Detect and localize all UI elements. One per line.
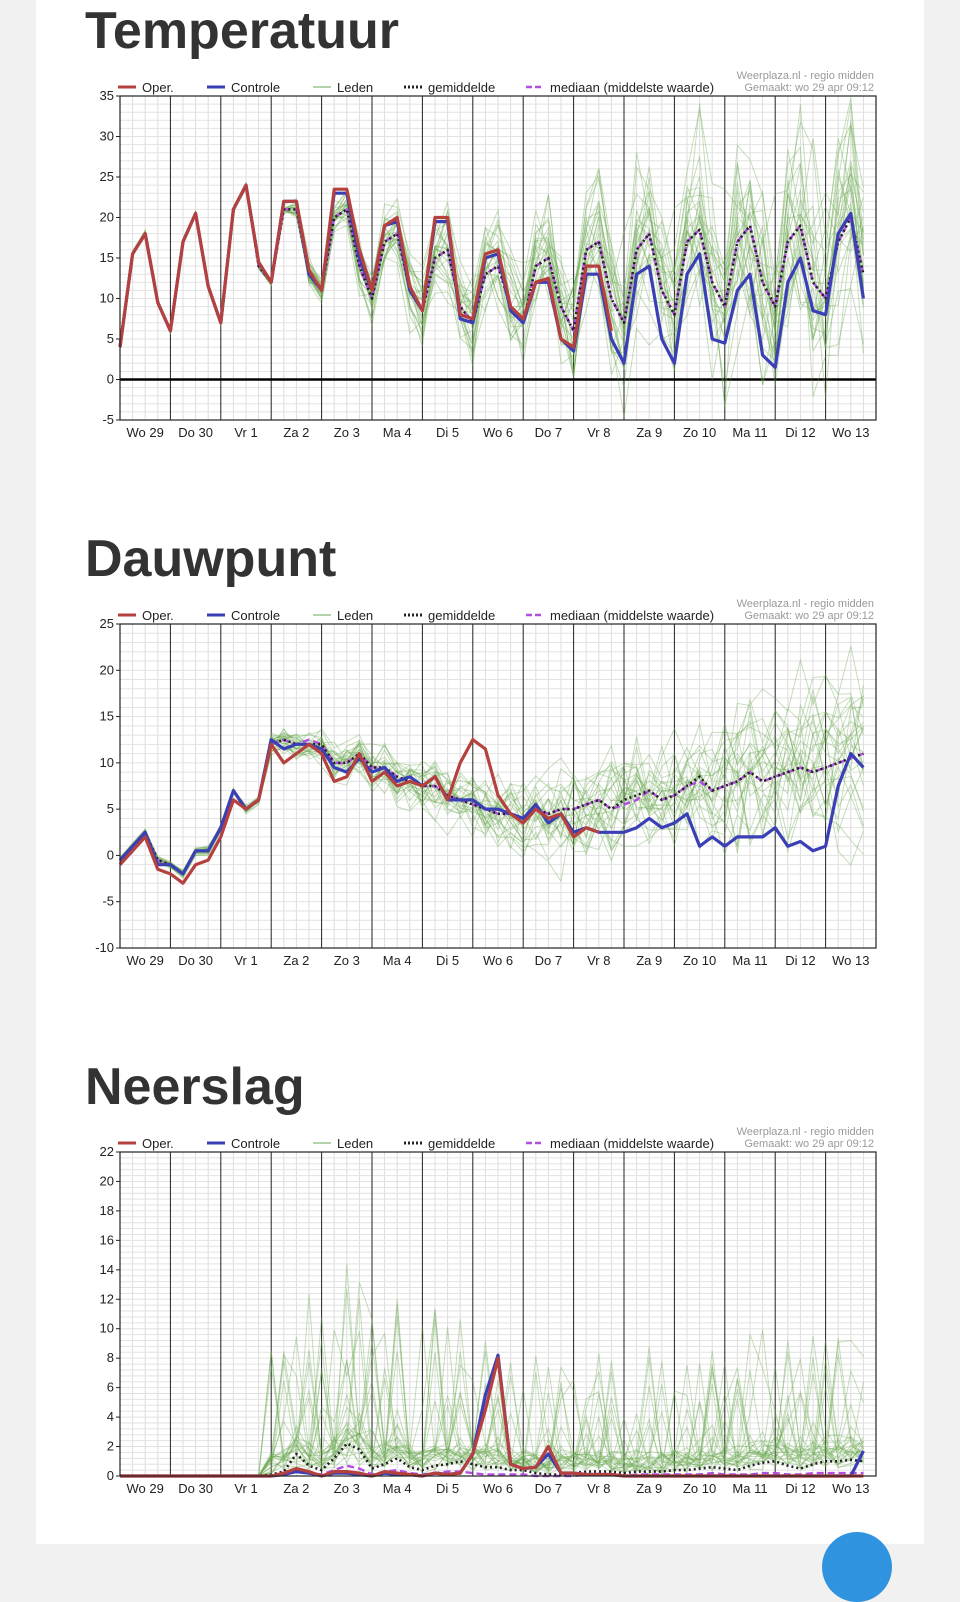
x-tick-label: Wo 13 bbox=[832, 953, 870, 968]
x-tick-label: Za 2 bbox=[283, 953, 310, 968]
y-tick-label: 15 bbox=[99, 250, 114, 265]
y-tick-label: 4 bbox=[106, 1409, 114, 1425]
legend-label-mediaan: mediaan (middelste waarde) bbox=[550, 80, 715, 95]
x-tick-label: Zo 10 bbox=[682, 1481, 717, 1496]
x-tick-label: Do 7 bbox=[534, 425, 563, 440]
x-tick-label: Di 12 bbox=[785, 1481, 816, 1496]
y-tick-label: 2 bbox=[106, 1438, 114, 1454]
x-tick-label: Do 30 bbox=[178, 1481, 213, 1496]
y-tick-label: 15 bbox=[99, 708, 114, 724]
y-tick-label: -10 bbox=[95, 940, 114, 955]
x-tick-label: Di 5 bbox=[436, 1481, 460, 1496]
y-tick-label: 5 bbox=[106, 331, 114, 346]
y-tick-label: -5 bbox=[102, 412, 114, 427]
y-tick-label: 0 bbox=[106, 1468, 114, 1483]
y-tick-label: 10 bbox=[99, 754, 114, 770]
legend-label-oper: Oper. bbox=[142, 80, 174, 95]
x-tick-label: Zo 3 bbox=[333, 1481, 360, 1496]
y-tick-label: 0 bbox=[106, 847, 114, 863]
chart-dauwpunt bbox=[0, 594, 960, 978]
legend-label-mediaan: mediaan (middelste waarde) bbox=[550, 1136, 715, 1151]
x-tick-label: Do 30 bbox=[178, 425, 213, 440]
legend-label-oper: Oper. bbox=[142, 608, 174, 623]
title-temperatuur: Temperatuur bbox=[85, 2, 399, 60]
legend-label-mediaan: mediaan (middelste waarde) bbox=[550, 608, 715, 623]
x-tick-label: Wo 6 bbox=[482, 1481, 514, 1496]
y-tick-label: 0 bbox=[106, 371, 114, 387]
x-tick-label: Vr 8 bbox=[587, 953, 611, 968]
legend-label-leden: Leden bbox=[337, 608, 374, 623]
y-tick-label: 30 bbox=[99, 128, 114, 144]
x-tick-label: Vr 1 bbox=[234, 953, 258, 968]
y-tick-label: 20 bbox=[99, 662, 114, 678]
y-tick-label: -5 bbox=[102, 893, 114, 909]
credit-source: Weerplaza.nl - regio midden bbox=[736, 70, 874, 82]
credit-timestamp: Gemaakt: wo 29 apr 09:12 bbox=[744, 610, 874, 622]
x-tick-label: Za 9 bbox=[636, 1481, 663, 1496]
credit-source: Weerplaza.nl - regio midden bbox=[736, 1126, 874, 1138]
credit-timestamp: Gemaakt: wo 29 apr 09:12 bbox=[744, 1138, 874, 1150]
x-tick-label: Do 7 bbox=[534, 953, 563, 968]
y-tick-label: 25 bbox=[99, 616, 114, 631]
x-tick-label: Wo 6 bbox=[482, 953, 514, 968]
x-tick-label: Ma 11 bbox=[732, 1481, 768, 1496]
x-tick-label: Di 12 bbox=[785, 953, 816, 968]
x-tick-label: Zo 10 bbox=[682, 953, 717, 968]
y-tick-label: 6 bbox=[106, 1379, 114, 1395]
y-tick-label: 16 bbox=[99, 1232, 114, 1248]
x-tick-label: Zo 3 bbox=[333, 953, 360, 968]
x-tick-label: Di 5 bbox=[436, 425, 460, 440]
x-tick-label: Ma 4 bbox=[382, 425, 412, 440]
legend-label-controle: Controle bbox=[231, 608, 281, 623]
legend-label-controle: Controle bbox=[231, 80, 281, 95]
x-tick-label: Wo 29 bbox=[126, 425, 164, 440]
x-tick-label: Za 9 bbox=[636, 425, 663, 440]
y-tick-label: 25 bbox=[99, 169, 114, 184]
x-tick-label: Wo 13 bbox=[832, 425, 870, 440]
x-tick-label: Wo 6 bbox=[482, 425, 514, 440]
x-tick-label: Do 7 bbox=[534, 1481, 563, 1496]
x-tick-label: Zo 10 bbox=[682, 425, 717, 440]
floating-action-button[interactable] bbox=[822, 1532, 892, 1602]
x-tick-label: Vr 8 bbox=[587, 425, 611, 440]
credit-timestamp: Gemaakt: wo 29 apr 09:12 bbox=[744, 82, 874, 94]
credit-source: Weerplaza.nl - regio midden bbox=[736, 598, 874, 610]
legend-label-gemiddelde: gemiddelde bbox=[428, 608, 496, 623]
y-tick-label: 18 bbox=[99, 1202, 114, 1218]
x-tick-label: Wo 29 bbox=[126, 953, 164, 968]
legend-label-leden: Leden bbox=[337, 80, 374, 95]
y-tick-label: 5 bbox=[106, 801, 114, 817]
x-tick-label: Za 2 bbox=[283, 1481, 310, 1496]
chart-temperatuur bbox=[0, 66, 960, 450]
y-tick-label: 22 bbox=[99, 1144, 114, 1159]
x-tick-label: Wo 29 bbox=[126, 1481, 164, 1496]
x-tick-label: Do 30 bbox=[178, 953, 213, 968]
y-tick-label: 12 bbox=[99, 1291, 114, 1307]
y-tick-label: 8 bbox=[106, 1350, 114, 1366]
x-tick-label: Wo 13 bbox=[832, 1481, 870, 1496]
x-tick-label: Vr 1 bbox=[234, 425, 258, 440]
y-tick-label: 20 bbox=[99, 209, 114, 225]
y-tick-label: 35 bbox=[99, 88, 114, 103]
legend-label-gemiddelde: gemiddelde bbox=[428, 1136, 496, 1151]
x-tick-label: Ma 11 bbox=[732, 425, 768, 440]
ensemble-member-line bbox=[120, 1340, 863, 1476]
x-tick-label: Di 5 bbox=[436, 953, 460, 968]
legend-label-oper: Oper. bbox=[142, 1136, 174, 1151]
legend-label-controle: Controle bbox=[231, 1136, 281, 1151]
x-tick-label: Di 12 bbox=[785, 425, 816, 440]
y-tick-label: 10 bbox=[99, 290, 114, 306]
x-tick-label: Za 9 bbox=[636, 953, 663, 968]
x-tick-label: Ma 4 bbox=[382, 1481, 412, 1496]
x-tick-label: Vr 8 bbox=[587, 1481, 611, 1496]
x-tick-label: Za 2 bbox=[283, 425, 310, 440]
x-tick-label: Zo 3 bbox=[333, 425, 360, 440]
y-tick-label: 10 bbox=[99, 1320, 114, 1336]
y-tick-label: 14 bbox=[99, 1261, 114, 1277]
y-tick-label: 20 bbox=[99, 1173, 114, 1189]
ensemble-member-line bbox=[120, 699, 863, 875]
x-tick-label: Ma 11 bbox=[732, 953, 768, 968]
x-tick-label: Vr 1 bbox=[234, 1481, 258, 1496]
x-tick-label: Ma 4 bbox=[382, 953, 412, 968]
title-dauwpunt: Dauwpunt bbox=[85, 530, 337, 588]
legend-label-gemiddelde: gemiddelde bbox=[428, 80, 496, 95]
title-neerslag: Neerslag bbox=[85, 1058, 305, 1116]
legend-label-leden: Leden bbox=[337, 1136, 374, 1151]
chart-neerslag bbox=[0, 1122, 960, 1506]
